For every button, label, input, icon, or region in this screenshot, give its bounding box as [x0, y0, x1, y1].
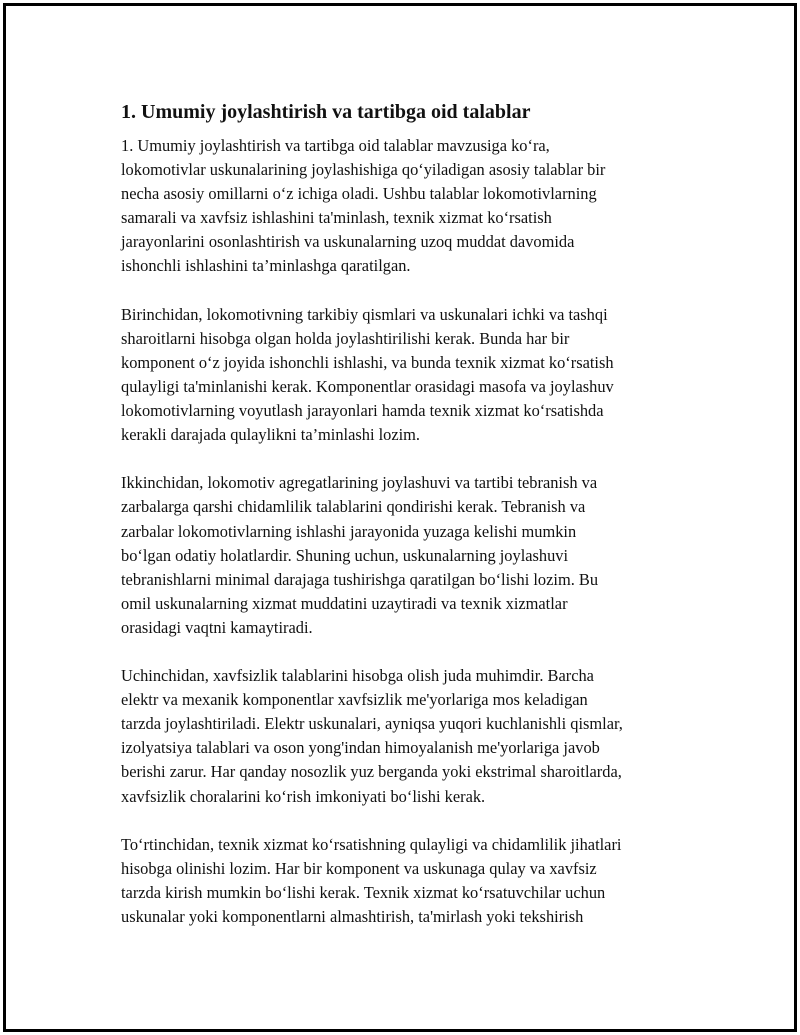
text-line: jarayonlarini osonlashtirish va uskunalarning uzoq muddat davomida — [121, 232, 575, 252]
document-title: 1. Umumiy joylashtirish va tartibga oid talablar — [121, 101, 531, 123]
text-line: qulayligi ta'minlanishi kerak. Komponentlar orasidagi masofa va joylashuv — [121, 376, 614, 396]
text-line: necha asosiy omillarni oʻz ichiga oladi. Ushbu talablar lokomotivlarning — [121, 184, 597, 204]
paragraph-second — [121, 471, 696, 640]
paragraph-first — [121, 303, 696, 448]
text-line: xavfsizlik choralarini koʻrish imkoniyati boʻlishi kerak. — [121, 786, 486, 806]
text-line: Ikkinchidan, lokomotiv agregatlarining joylashuvi va tartibi tebranish va — [121, 473, 598, 493]
text-line: kerakli darajada qulaylikni ta’minlashi lozim. — [121, 425, 421, 445]
paragraph-third — [121, 664, 696, 809]
text-line: berishi zarur. Har qanday nosozlik yuz berganda yoki ekstrimal sharoitlarda, — [121, 762, 622, 782]
text-line: uskunalar yoki komponentlarni almashtirish, ta'mirlash yoki tekshirish — [121, 907, 584, 926]
text-line: lokomotivlar uskunalarining joylashishiga qoʻyiladigan asosiy talablar bir — [121, 160, 606, 180]
text-line: lokomotivlarning voyutlash jarayonlari hamda texnik xizmat koʻrsatishda — [121, 401, 604, 421]
text-line: Toʻrtinchidan, texnik xizmat koʻrsatishning qulayligi va chidamlilik jihatlari — [121, 834, 622, 854]
text-line: zarbalarga qarshi chidamlilik talablarini qondirishi kerak. Tebranish va — [121, 497, 586, 517]
text-line: Uchinchidan, xavfsizlik talablarini hisobga olish juda muhimdir. Barcha — [121, 666, 594, 686]
text-line: hisobga olinishi lozim. Har bir komponent va uskunaga qulay va xavfsiz — [121, 858, 597, 878]
paragraph-fourth — [121, 833, 696, 929]
text-line: samarali va xavfsiz ishlashini ta'minlash, texnik xizmat koʻrsatish — [121, 208, 552, 228]
text-line: 1. Umumiy joylashtirish va tartibga oid talablar mavzusiga koʻra, — [121, 136, 550, 155]
text-line: elektr va mexanik komponentlar xavfsizlik me'yorlariga mos keladigan — [121, 690, 588, 710]
text-line: orasidagi vaqtni kamaytiradi. — [121, 617, 313, 637]
paragraph-intro — [121, 134, 696, 279]
text-line: Birinchidan, lokomotivning tarkibiy qismlari va uskunalari ichki va tashqi — [121, 304, 608, 324]
text-line: izolyatsiya talablari va oson yong'indan himoyalanish me'yorlariga javob — [121, 738, 600, 758]
text-line: sharoitlarni hisobga olgan holda joylashtirilishi kerak. Bunda har bir — [121, 328, 570, 348]
text-line: tebranishlarni minimal darajaga tushirishga qaratilgan boʻlishi lozim. Bu — [121, 569, 599, 589]
text-line: ishonchli ishlashini ta’minlashga qaratilgan. — [121, 256, 411, 276]
text-line: tarzda kirish mumkin boʻlishi kerak. Texnik xizmat koʻrsatuvchilar uchun — [121, 882, 606, 902]
text-line: zarbalar lokomotivlarning ishlashi jarayonida yuzaga kelishi mumkin — [121, 521, 577, 541]
text-line: komponent oʻz joyida ishonchli ishlashi, va bunda texnik xizmat koʻrsatish — [121, 352, 614, 372]
page-frame — [3, 3, 797, 1032]
text-line: tarzda joylashtiriladi. Elektr uskunalari, ayniqsa yuqori kuchlanishli qismlar, — [121, 714, 623, 734]
document-body — [121, 98, 696, 953]
text-line: boʻlgan odatiy holatlardir. Shuning uchun, uskunalarning joylashuvi — [121, 545, 569, 565]
text-line: omil uskunalarning xizmat muddatini uzaytiradi va texnik xizmatlar — [121, 593, 568, 613]
